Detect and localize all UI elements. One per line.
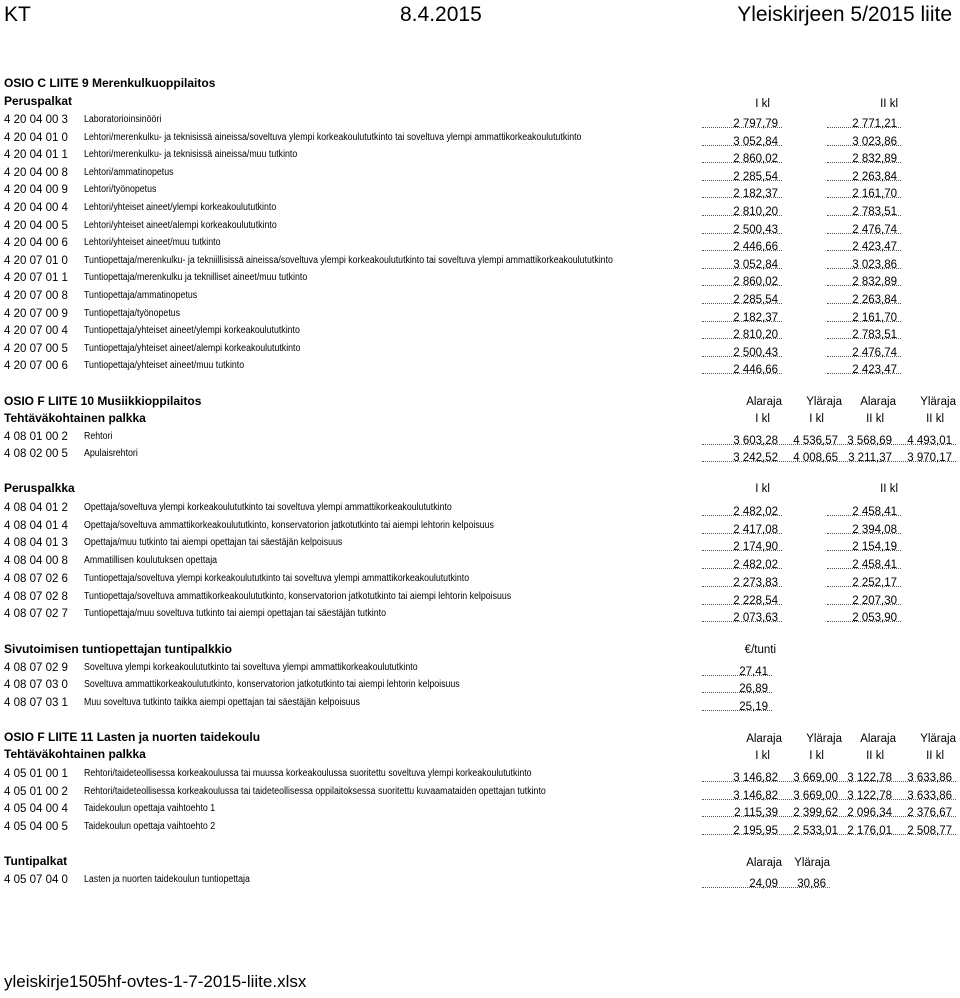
row-code: 4 20 04 00 8 xyxy=(4,166,68,179)
table-row xyxy=(4,677,960,694)
table-row xyxy=(4,695,960,712)
row-value: 2 285,54 xyxy=(733,170,778,183)
row-value: 2 476,74 xyxy=(852,346,897,359)
section-subtitle: Tehtäväkohtainen palkka xyxy=(4,747,146,761)
header-left: KT xyxy=(4,3,31,26)
row-value: 3 633,86 xyxy=(907,772,952,784)
section-subtitle: Sivutoimisen tuntiopettajan tuntipalkkio xyxy=(4,642,233,656)
section-title: OSIO F LIITE 11 Lasten ja nuorten taidekoulu xyxy=(4,730,261,744)
row-value: 2 417,08 xyxy=(733,523,778,536)
row-value: 3 146,82 xyxy=(733,789,778,802)
table-row xyxy=(4,288,960,305)
row-code: 4 08 07 02 9 xyxy=(4,662,68,674)
row-code: 4 20 04 00 3 xyxy=(4,114,68,126)
row-description: Lehtori/ammatinopetus xyxy=(84,166,174,178)
row-value: 3 122,78 xyxy=(847,772,892,784)
row-description: Tuntiopettaja/yhteiset aineet/muu tutkinto xyxy=(84,360,245,372)
table-row xyxy=(4,182,960,199)
table-row xyxy=(4,323,960,340)
column-header: I kl xyxy=(755,750,770,762)
row-description: Lehtori/merenkulku- ja teknisissä aineissa/soveltuva ylempi korkeakoulututkinto tai soveltuva ylempi ammattikorkeakoulututkinto xyxy=(84,131,582,143)
column-header: I kl xyxy=(809,413,824,425)
row-description: Opettaja/soveltuva ylempi korkeakoulututkinto tai soveltuva ylempi ammattikorkeakoulututkinto xyxy=(84,502,452,513)
row-code: 4 20 07 01 1 xyxy=(4,272,68,285)
row-value: 2 832,89 xyxy=(852,153,897,166)
row-value: 3 970,17 xyxy=(907,452,952,465)
column-header: I kl xyxy=(755,483,770,495)
page-header xyxy=(0,0,960,30)
row-value: 2 482,02 xyxy=(733,559,778,572)
table-row xyxy=(4,571,960,588)
row-code: 4 05 04 00 4 xyxy=(4,803,68,816)
row-description: Soveltuva ammattikorkeakoulututkinto, konservatorion jatkotutkinto tai aiempi lehtorin kelpoisuus xyxy=(84,679,460,691)
column-header: II kl xyxy=(926,413,944,425)
row-description: Opettaja/soveltuva ammattikorkeakoulututkinto, konservatorion jatkotutkinto tai aiempi lehtorin kelpoisuus xyxy=(84,519,494,531)
row-code: 4 05 01 00 1 xyxy=(4,768,68,780)
table-row xyxy=(4,306,960,323)
row-value: 3 633,86 xyxy=(907,789,952,802)
row-description: Lehtori/merenkulku- ja teknisissä aineissa/muu tutkinto xyxy=(84,149,298,161)
row-description: Rehtori/taideteollisessa korkeakoulussa tai taideteollisessa oppilaitoksessa suoritettu kuvaamataiden opettajan tutkinto xyxy=(84,785,546,797)
table-row xyxy=(4,112,960,129)
row-value: 2 860,02 xyxy=(733,153,778,166)
row-code: 4 20 04 01 0 xyxy=(4,131,68,144)
row-description: Lehtori/työnopetus xyxy=(84,184,157,196)
table-row xyxy=(4,535,960,552)
table-row xyxy=(4,200,960,217)
row-description: Ammatillisen koulutuksen opettaja xyxy=(84,555,218,567)
row-value: 3 023,86 xyxy=(852,258,897,271)
row-value: 2 073,63 xyxy=(733,612,778,625)
row-value: 2 394,08 xyxy=(852,523,897,536)
column-header: II kl xyxy=(866,750,884,762)
row-value: 2 423,47 xyxy=(852,364,897,377)
table-row xyxy=(4,165,960,182)
row-code: 4 08 04 00 8 xyxy=(4,555,68,568)
row-code: 4 05 04 00 5 xyxy=(4,820,68,833)
row-description: Lehtori/yhteiset aineet/muu tutkinto xyxy=(84,237,221,249)
row-value: 2 273,83 xyxy=(733,576,778,589)
row-value: 2 797,79 xyxy=(733,118,778,130)
row-value: 2 783,51 xyxy=(852,206,897,218)
column-header: II kl xyxy=(880,98,898,110)
row-value: 3 568,69 xyxy=(847,435,892,447)
row-value: 2 174,90 xyxy=(733,541,778,554)
table-row xyxy=(4,589,960,606)
row-value: 3 146,82 xyxy=(733,772,778,784)
row-value: 2 285,54 xyxy=(733,294,778,306)
row-value: 2 263,84 xyxy=(852,170,897,183)
table-row xyxy=(4,130,960,147)
row-value: 2 810,20 xyxy=(733,329,778,342)
row-value: 2 860,02 xyxy=(733,276,778,289)
row-description: Tuntiopettaja/yhteiset aineet/alempi korkeakoulututkinto xyxy=(84,342,301,354)
row-code: 4 08 07 02 8 xyxy=(4,590,68,603)
row-code: 4 08 04 01 2 xyxy=(4,502,68,514)
row-value: 27,41 xyxy=(739,666,768,678)
table-row xyxy=(4,270,960,287)
row-description: Apulaisrehtori xyxy=(84,448,138,460)
row-value: 25,19 xyxy=(739,700,768,713)
section-title: OSIO C LIITE 9 Merenkulkuoppilaitos xyxy=(4,76,216,90)
row-value: 3 669,00 xyxy=(793,789,838,802)
column-header: II kl xyxy=(880,483,898,495)
row-code: 4 20 04 00 9 xyxy=(4,184,68,197)
row-value: 3 242,52 xyxy=(733,452,778,465)
column-header: Yläraja xyxy=(806,733,842,745)
row-value: 2 458,41 xyxy=(852,506,897,518)
row-value: 2 053,90 xyxy=(852,612,897,625)
row-value: 2 533,01 xyxy=(793,824,838,837)
row-code: 4 08 04 01 3 xyxy=(4,537,68,550)
row-value: 2 500,43 xyxy=(733,346,778,359)
table-row xyxy=(4,660,960,677)
section-subtitle: Peruspalkat xyxy=(4,94,73,108)
row-value: 2 115,39 xyxy=(734,807,778,820)
table-row xyxy=(4,872,960,889)
column-header: Alaraja xyxy=(860,396,896,408)
row-value: 2 500,43 xyxy=(733,223,778,236)
row-value: 24,09 xyxy=(749,878,778,890)
row-code: 4 20 07 00 4 xyxy=(4,325,68,338)
row-description: Lasten ja nuorten taidekoulun tuntiopettaja xyxy=(84,874,250,885)
row-code: 4 08 07 03 1 xyxy=(4,696,68,709)
row-value: 2 446,66 xyxy=(733,364,778,377)
row-description: Tuntiopettaja/merenkulku ja teknilliset aineet/muu tutkinto xyxy=(84,272,308,284)
table-row xyxy=(4,500,960,517)
row-code: 4 08 04 01 4 xyxy=(4,519,68,532)
row-value: 4 008,65 xyxy=(793,452,838,465)
table-row xyxy=(4,784,960,801)
section-subtitle: Peruspalkka xyxy=(4,481,75,495)
table-row xyxy=(4,253,960,270)
row-value: 2 376,67 xyxy=(907,807,952,820)
row-code: 4 05 01 00 2 xyxy=(4,785,68,798)
table-row xyxy=(4,429,960,446)
row-value: 2 810,20 xyxy=(733,206,778,218)
header-date: 8.4.2015 xyxy=(400,3,482,26)
column-header: I kl xyxy=(755,98,770,110)
table-row xyxy=(4,606,960,623)
row-value: 2 161,70 xyxy=(852,311,897,324)
column-header: Alaraja xyxy=(746,857,782,869)
row-value: 4 536,57 xyxy=(793,435,838,447)
row-code: 4 05 07 04 0 xyxy=(4,874,68,886)
row-value: 2 446,66 xyxy=(733,241,778,254)
table-row xyxy=(4,147,960,164)
row-value: 2 476,74 xyxy=(852,223,897,236)
row-code: 4 08 07 02 7 xyxy=(4,608,68,621)
section-title: OSIO F LIITE 10 Musiikkioppilaitos xyxy=(4,394,202,408)
row-value: 2 096,34 xyxy=(847,807,892,820)
row-code: 4 08 07 02 6 xyxy=(4,572,68,585)
row-description: Tuntiopettaja/yhteiset aineet/ylempi korkeakoulututkinto xyxy=(84,325,300,337)
table-row xyxy=(4,801,960,818)
row-value: 2 161,70 xyxy=(852,188,897,201)
row-value: 3 603,28 xyxy=(733,435,778,447)
header-title: Yleiskirjeen 5/2015 liite xyxy=(737,3,952,26)
row-code: 4 20 04 00 4 xyxy=(4,202,68,214)
row-description: Rehtori/taideteollisessa korkeakoulussa tai muussa korkeakoulussa suoritettu soveltuva ylempi korkeakoulututkinto xyxy=(84,768,532,779)
row-value: 2 783,51 xyxy=(852,329,897,342)
row-code: 4 20 07 00 9 xyxy=(4,307,68,320)
row-value: 2 423,47 xyxy=(852,241,897,254)
row-value: 4 493,01 xyxy=(907,435,952,447)
section-subtitle: Tuntipalkat xyxy=(4,854,68,868)
row-value: 2 182,37 xyxy=(733,311,778,324)
row-value: 2 228,54 xyxy=(733,594,778,607)
column-header: I kl xyxy=(809,750,824,762)
row-code: 4 08 07 03 0 xyxy=(4,679,68,692)
column-header: Alaraja xyxy=(746,396,782,408)
row-code: 4 20 04 00 6 xyxy=(4,237,68,250)
row-description: Soveltuva ylempi korkeakoulututkinto tai soveltuva ylempi ammattikorkeakoulututkinto xyxy=(84,662,418,673)
row-description: Lehtori/yhteiset aineet/alempi korkeakoulututkinto xyxy=(84,219,277,231)
row-value: 2 176,01 xyxy=(847,824,892,837)
row-code: 4 20 07 00 8 xyxy=(4,290,68,302)
column-header: II kl xyxy=(866,413,884,425)
column-header: Alaraja xyxy=(746,733,782,745)
table-row xyxy=(4,235,960,252)
column-header: €/tunti xyxy=(744,644,776,656)
table-row xyxy=(4,766,960,783)
row-value: 2 508,77 xyxy=(907,824,952,837)
row-value: 2 399,62 xyxy=(793,807,838,820)
row-value: 3 052,84 xyxy=(733,258,778,271)
row-value: 2 263,84 xyxy=(852,294,897,306)
row-code: 4 08 01 00 2 xyxy=(4,431,68,443)
column-header: Yläraja xyxy=(794,857,830,869)
row-value: 30,86 xyxy=(797,878,826,890)
row-value: 2 482,02 xyxy=(733,506,778,518)
row-code: 4 08 02 00 5 xyxy=(4,448,68,461)
row-code: 4 20 07 01 0 xyxy=(4,254,68,267)
row-value: 2 154,19 xyxy=(852,541,897,554)
row-description: Tuntiopettaja/ammatinopetus xyxy=(84,290,198,301)
column-header: II kl xyxy=(926,750,944,762)
row-value: 3 122,78 xyxy=(847,789,892,802)
row-description: Tuntiopettaja/muu soveltuva tutkinto tai aiempi opettajan tai säestäjän tutkinto xyxy=(84,608,386,620)
table-row xyxy=(4,553,960,570)
row-description: Laboratorioinsinööri xyxy=(84,114,162,125)
row-value: 2 195,95 xyxy=(733,824,778,837)
table-row xyxy=(4,518,960,535)
row-value: 3 023,86 xyxy=(852,135,897,148)
row-description: Tuntiopettaja/työnopetus xyxy=(84,307,181,319)
row-value: 2 458,41 xyxy=(852,559,897,572)
row-description: Tuntiopettaja/merenkulku- ja tekniillisissä aineissa/soveltuva ylempi korkeakoulututkinto tai soveltuva ylempi ammattikorkeakoulututkinto xyxy=(84,254,613,266)
row-code: 4 20 04 00 5 xyxy=(4,219,68,232)
row-code: 4 20 07 00 6 xyxy=(4,360,68,373)
table-row xyxy=(4,446,960,463)
row-description: Tuntiopettaja/soveltuva ammattikorkeakoulututkinto, konservatorion jatkotutkinto tai aiempi lehtorin kelpoisuus xyxy=(84,590,512,602)
column-header: Yläraja xyxy=(920,396,956,408)
row-code: 4 20 04 01 1 xyxy=(4,149,68,162)
row-description: Taidekoulun opettaja vaihtoehto 2 xyxy=(84,820,216,832)
row-value: 2 182,37 xyxy=(733,188,778,201)
row-value: 3 669,00 xyxy=(793,772,838,784)
column-header: I kl xyxy=(755,413,770,425)
table-row xyxy=(4,341,960,358)
row-description: Lehtori/yhteiset aineet/ylempi korkeakoulututkinto xyxy=(84,202,277,213)
row-description: Taidekoulun opettaja vaihtoehto 1 xyxy=(84,803,216,815)
row-description: Rehtori xyxy=(84,431,113,442)
column-header: Yläraja xyxy=(806,396,842,408)
column-header: Alaraja xyxy=(860,733,896,745)
table-row xyxy=(4,358,960,375)
column-header: Yläraja xyxy=(920,733,956,745)
table-row xyxy=(4,819,960,836)
row-value: 2 771,21 xyxy=(852,118,897,130)
row-description: Tuntiopettaja/soveltuva ylempi korkeakoulututkinto tai soveltuva ylempi ammattikorkeakoulututkinto xyxy=(84,572,470,584)
row-value: 3 052,84 xyxy=(733,135,778,148)
row-value: 2 207,30 xyxy=(852,594,897,607)
row-value: 3 211,37 xyxy=(848,452,892,465)
section-subtitle: Tehtäväkohtainen palkka xyxy=(4,411,146,425)
row-description: Muu soveltuva tutkinto taikka aiempi opettajan tai säestäjän kelpoisuus xyxy=(84,696,360,708)
row-value: 26,89 xyxy=(739,683,768,696)
row-value: 2 252,17 xyxy=(852,576,897,589)
row-description: Opettaja/muu tutkinto tai aiempi opettajan tai säestäjän kelpoisuus xyxy=(84,537,343,549)
row-code: 4 20 07 00 5 xyxy=(4,342,68,355)
row-value: 2 832,89 xyxy=(852,276,897,289)
table-row xyxy=(4,218,960,235)
footer-filename: yleiskirje1505hf-ovtes-1-7-2015-liite.xlsx xyxy=(4,972,307,991)
